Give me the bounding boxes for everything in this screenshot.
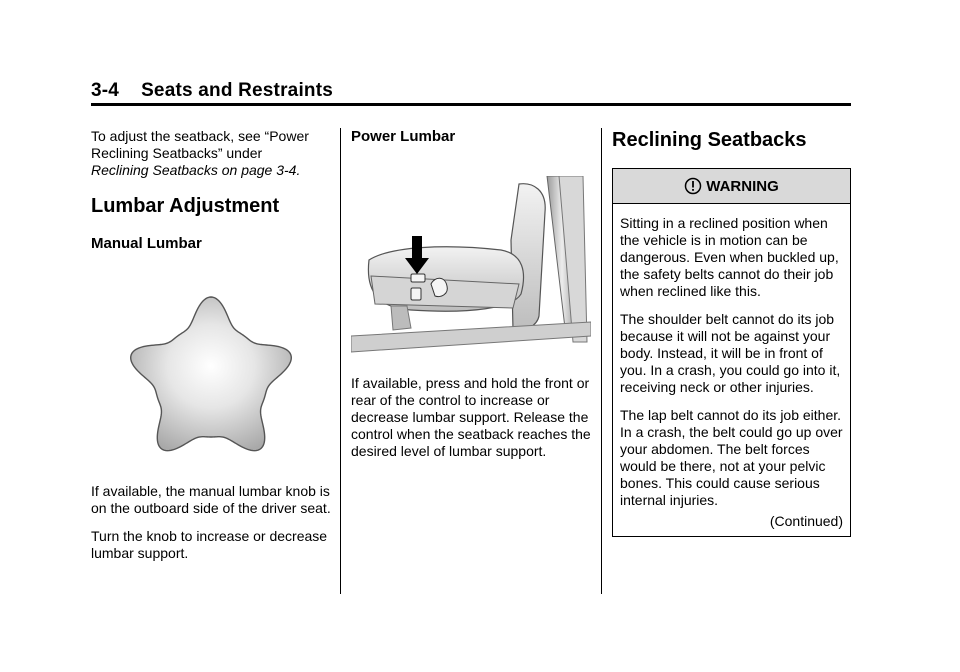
reclining-seatbacks-heading: Reclining Seatbacks [612,129,807,151]
column-2 [351,128,591,471]
warning-header [613,169,850,204]
manual-lumbar-paragraph-2: Turn the knob to increase or decrease lumbar support. [91,528,328,561]
continued-label: (Continued) [769,513,843,529]
warning-body [613,204,850,536]
lumbar-adjustment-heading: Lumbar Adjustment [91,195,280,217]
intro-text: To adjust the seatback, see “Power Reclining Seatbacks” under [91,128,309,161]
column-3 [612,128,852,537]
lumbar-knob-illustration [91,289,331,469]
page-number: 3-4 [91,80,120,101]
column-1 [91,128,331,573]
warning-box [612,168,851,537]
column-divider-2 [601,128,602,594]
manual-lumbar-heading: Manual Lumbar [91,235,202,252]
column-divider-1 [340,128,341,594]
warning-paragraph-3: The lap belt cannot do its job either. In a crash, the belt could go up over your abdomen. The belt forces would be there, not at your pelvic bones. This could cause serious internal injuries. [620,407,843,508]
cross-reference-link[interactable]: Reclining Seatbacks on page 3-4. [91,162,301,178]
header-text [91,80,851,102]
warning-paragraph-2: The shoulder belt cannot do its job because it will not be against your body. Instead, it will be in front of you. In a crash, you could go into it, receiving neck or other injuries. [620,311,841,395]
power-seat-illustration [351,176,591,361]
manual-lumbar-paragraph-1: If available, the manual lumbar knob is on the outboard side of the driver seat. [91,483,331,516]
warning-paragraph-1: Sitting in a reclined position when the vehicle is in motion can be dangerous. Even when buckled up, the safety belts cannot do their job when reclined like this. [620,215,839,299]
power-lumbar-paragraph: If available, press and hold the front or rear of the control to increase or decrease lumbar support. Release the control when the seatback reaches the desired level of lumbar support. [351,375,591,459]
page-header [91,80,851,102]
header-rule [91,103,851,106]
warning-label: WARNING [706,177,779,195]
intro-paragraph [91,128,331,179]
section-title: Seats and Restraints [141,80,334,101]
power-lumbar-heading: Power Lumbar [351,128,456,145]
alert-circle-icon [684,177,702,195]
